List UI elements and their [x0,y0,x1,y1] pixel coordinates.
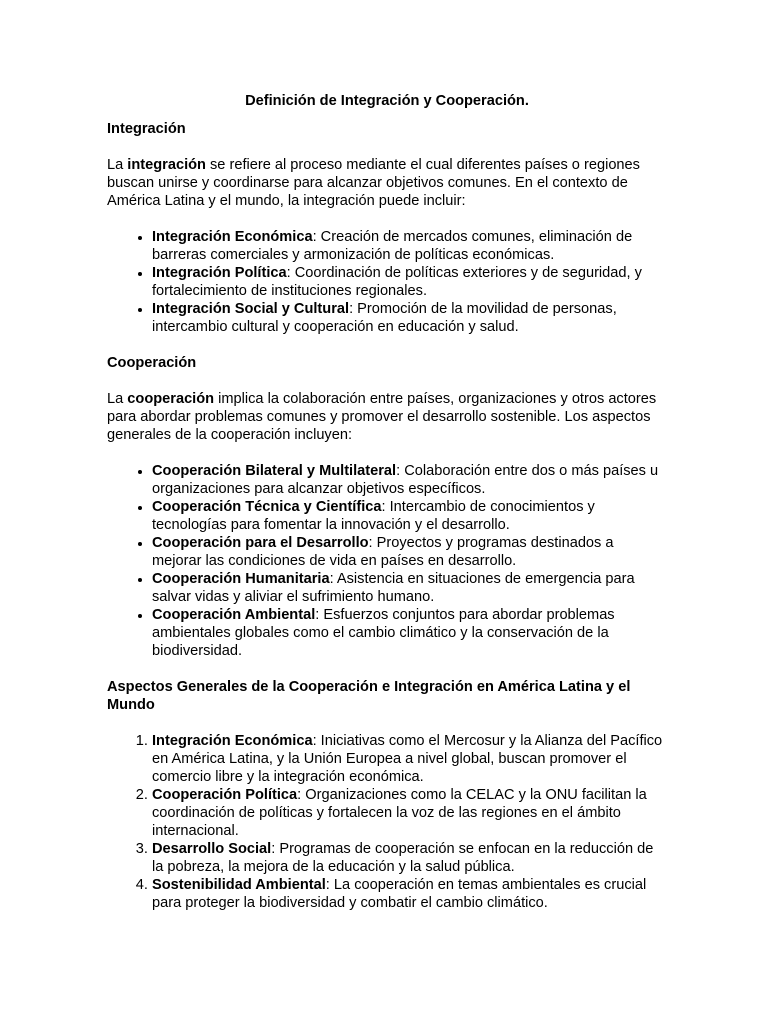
section-intro-integracion: La integración se refiere al proceso mediante el cual diferentes países o regiones buscan unirse y coordinarse para alcanzar objetivos comunes. En el contexto de América Latina y el mundo, la integración puede incluir: [107,157,640,209]
section-heading-integracion: Integración [107,121,186,137]
list-item: 1. Integración Económica: Iniciativas como el Mercosur y la Alianza del Pacífico en América Latina, y la Unión Europea a nivel global, buscan promover el comercio libre y la integración económica. [152,732,667,786]
bullet-list-cooperacion [107,462,667,660]
document-page [107,92,667,912]
document-title: Definición de Integración y Cooperación. [245,93,529,109]
bullet-list-integracion [107,228,667,336]
spacer [107,336,667,354]
numbered-list-aspectos [107,732,667,912]
list-item: 3. Desarrollo Social: Programas de cooperación se enfocan en la reducción de la pobreza, la mejora de la educación y la salud pública. [152,840,667,876]
list-item: • Integración Social y Cultural: Promoción de la movilidad de personas, intercambio cultural y cooperación en educación y salud. [152,300,667,336]
list-item: • Cooperación Técnica y Científica: Intercambio de conocimientos y tecnologías para fomentar la innovación y el desarrollo. [152,498,667,534]
list-item: • Cooperación Bilateral y Multilateral: Colaboración entre dos o más países u organizaciones para alcanzar objetivos específicos. [152,462,667,498]
spacer [107,714,667,732]
intro-bold-term: cooperación [127,391,215,407]
list-item: • Integración Política: Coordinación de políticas exteriores y de seguridad, y fortalecimiento de instituciones regionales. [152,264,667,300]
list-item: • Cooperación para el Desarrollo: Proyectos y programas destinados a mejorar las condiciones de vida en países en desarrollo. [152,534,667,570]
spacer [107,444,667,462]
spacer [107,372,667,390]
section-heading-cooperacion: Cooperación [107,355,197,371]
list-item: 2. Cooperación Política: Organizaciones como la CELAC y la ONU facilitan la coordinación de políticas y fortalecen la voz de las regiones en el ámbito internacional. [152,786,667,840]
spacer [107,210,667,228]
spacer [107,660,667,678]
section-heading-aspectos: Aspectos Generales de la Cooperación e Integración en América Latina y el Mundo [107,679,631,713]
spacer [107,138,667,156]
list-item: • Cooperación Ambiental: Esfuerzos conjuntos para abordar problemas ambientales globales como el cambio climático y la conservación de la biodiversidad. [152,606,667,660]
intro-bold-term: integración [127,157,206,173]
spacer [107,110,667,120]
list-item: • Cooperación Humanitaria: Asistencia en situaciones de emergencia para salvar vidas y aliviar el sufrimiento humano. [152,570,667,606]
list-item: • Integración Económica: Creación de mercados comunes, eliminación de barreras comerciales y armonización de políticas económicas. [152,228,667,264]
list-item: 4. Sostenibilidad Ambiental: La cooperación en temas ambientales es crucial para proteger la biodiversidad y combatir el cambio climático. [152,876,667,912]
section-intro-cooperacion: La cooperación implica la colaboración entre países, organizaciones y otros actores para abordar problemas comunes y promover el desarrollo sostenible. Los aspectos generales de la cooperación incluyen: [107,391,657,443]
